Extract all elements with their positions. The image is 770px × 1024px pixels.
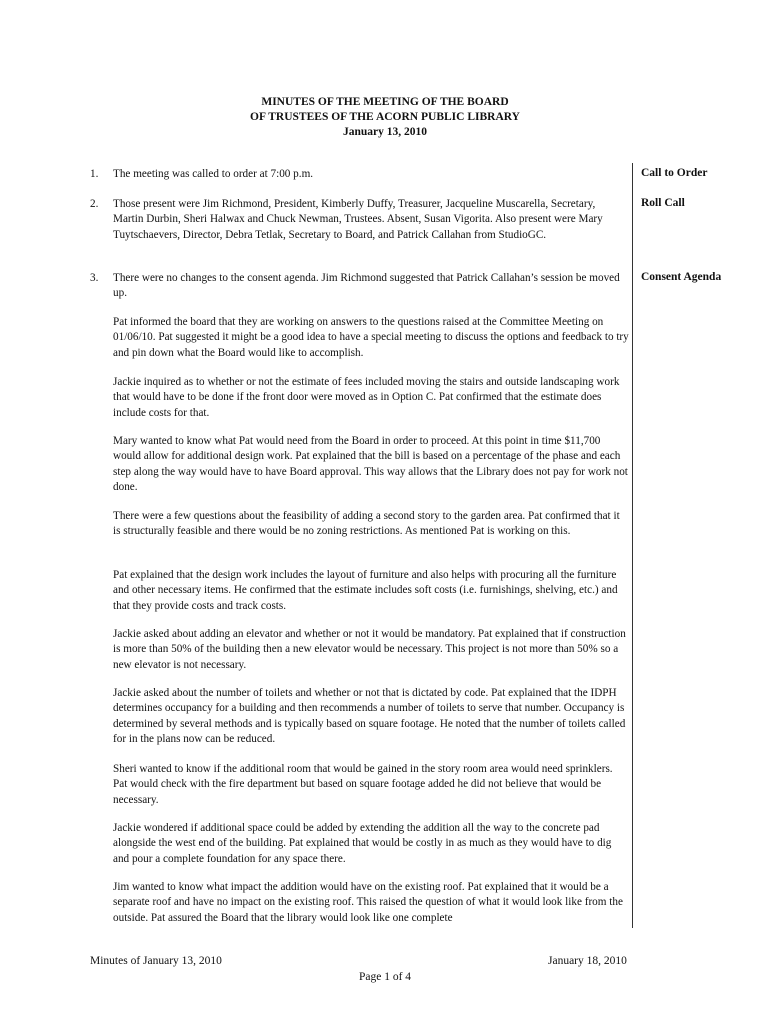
paragraph: There were a few questions about the feasibility of adding a second story to the garden area. Pat confirmed that it is structurally feasible and there would be no zoning restrictions. As mentioned Pat is working on this. <box>113 510 620 538</box>
item-text: Those present were Jim Richmond, President, Kimberly Duffy, Treasurer, Jacqueline Muscarella, Secretary, Martin Durbin, Sheri Halwax and Chuck Newman, Trustees. Absent, Susan Vigorita. Also present were Mary Tuytschaevers, Director, Debra Tetlak, Secretary to Board, and Patrick Callahan from StudioGC. <box>113 198 603 241</box>
paragraph: Mary wanted to know what Pat would need from the Board in order to proceed. At this point in time $11,700 would allow for additional design work. Pat explained that the bill is based on a percentage of the phase and each step along the way would have to have Board approval. This way allows that the Library does not pay for work not done. <box>113 435 628 493</box>
paragraph: Pat informed the board that they are working on answers to the questions raised at the Committee Meeting on 01/06/10. Pat suggested it might be a good idea to have a special meeting to discuss the options and feedback to try and pin down what the Board would like to accomplish. <box>113 316 629 359</box>
paragraph: Pat explained that the design work includes the layout of furniture and also helps with procuring all the furniture and other necessary items. He confirmed that the estimate includes soft costs (i.e. furnishings, shelving, etc.) and that they provide costs and track costs. <box>113 569 618 612</box>
page-number: Page 1 of 4 <box>358 971 412 983</box>
item-text: There were no changes to the consent agenda. Jim Richmond suggested that Patrick Callahan’s session be moved up. <box>113 272 620 300</box>
footer-minutes-date: Minutes of January 13, 2010 <box>90 955 222 967</box>
side-heading-consent-agenda: Consent Agenda <box>641 271 722 283</box>
header-date: January 13, 2010 <box>342 126 428 138</box>
paragraph: Jackie asked about the number of toilets and whether or not that is dictated by code. Pat explained that the IDPH determines occupancy for a building and then recommends a number of toilets to serve that number. Occupancy is determined by several methods and is typically based on square footage. He noted that the number of toilets called for in the plans now can be reduced. <box>113 687 626 745</box>
side-heading-roll-call: Roll Call <box>641 197 685 209</box>
paragraph: Jackie inquired as to whether or not the estimate of fees included moving the stairs and outside landscaping work that would have to be done if the front door were moved as in Option C. Pat confirmed that the estimate does include costs for that. <box>113 376 620 419</box>
paragraph: Jim wanted to know what impact the addition would have on the existing roof. Pat explained that it would be a separate roof and have no impact on the existing roof. This raised the question of what it would look like from the outside. Pat assured the Board that the library would look like one complete <box>113 881 623 924</box>
header-title-line-2: OF TRUSTEES OF THE ACORN PUBLIC LIBRARY <box>250 111 520 123</box>
paragraph: Sheri wanted to know if the additional room that would be gained in the story room area would need sprinklers. Pat would check with the fire department but based on square footage added he did not believe that would be necessary. <box>113 763 613 806</box>
side-heading-call-to-order: Call to Order <box>641 167 708 179</box>
paragraph: Jackie asked about adding an elevator and whether or not it would be mandatory. Pat explained that if construction is more than 50% of the building then a new elevator would be necessary. This project is not more than 50% so a new elevator is not necessary. <box>113 628 626 671</box>
document-header <box>100 95 670 140</box>
item-number: 3. <box>90 272 99 284</box>
item-text: The meeting was called to order at 7:00 p.m. <box>113 168 314 180</box>
item-number: 2. <box>90 198 99 210</box>
footer-revision-date: January 18, 2010 <box>548 955 627 967</box>
margin-divider-line <box>632 163 633 928</box>
item-number: 1. <box>90 168 99 180</box>
paragraph: Jackie wondered if additional space could be added by extending the addition all the way to the concrete pad alongside the west end of the building. Pat explained that would be costly in as much as they would have to dig and pour a complete foundation for any space there. <box>113 822 612 865</box>
header-title-line-1: MINUTES OF THE MEETING OF THE BOARD <box>261 96 509 108</box>
